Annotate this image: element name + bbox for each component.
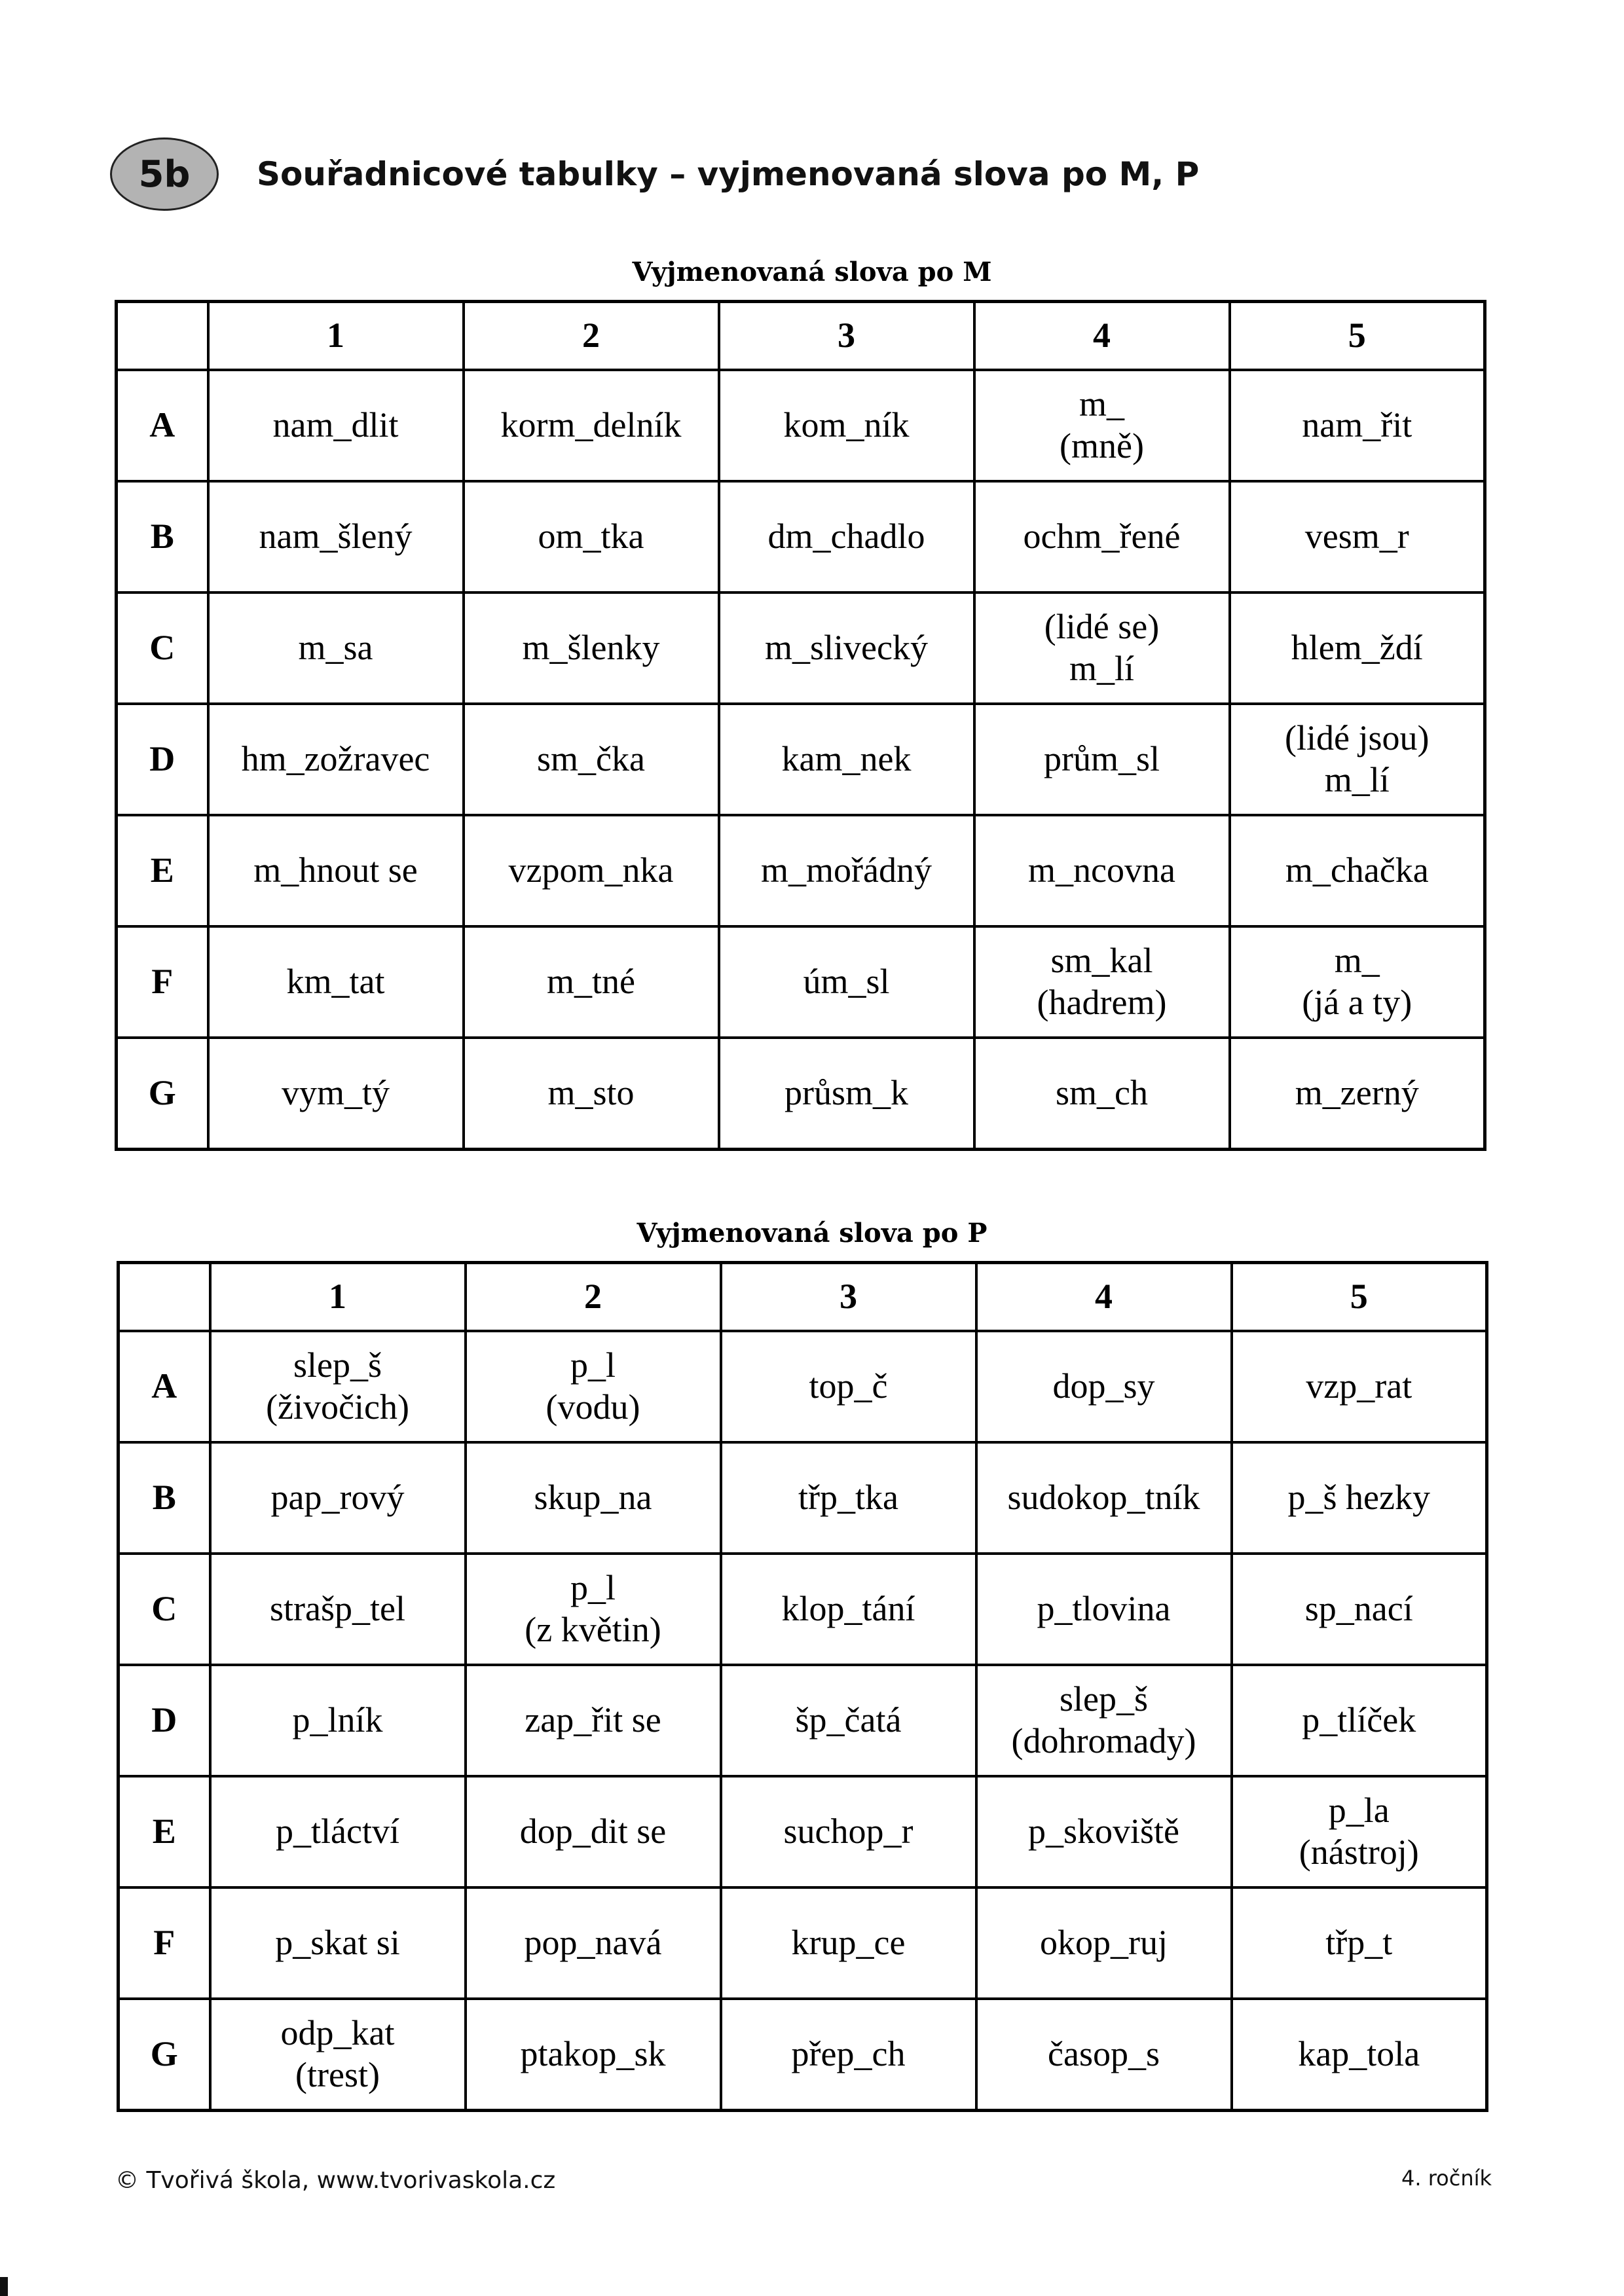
table-m-word-cell: m_sa bbox=[208, 592, 464, 704]
table-p-column-header: 4 bbox=[976, 1263, 1232, 1332]
table-m-column-header: 4 bbox=[974, 302, 1230, 371]
table-p-column-header: 3 bbox=[721, 1263, 976, 1332]
table-p-row bbox=[119, 1442, 1487, 1554]
table-m-word-cell: vym_tý bbox=[208, 1038, 464, 1150]
table-m-row-label: F bbox=[117, 926, 208, 1038]
table-p-word-cell: časop_s bbox=[976, 1999, 1232, 2111]
table-m-row-label: C bbox=[117, 592, 208, 704]
table-m-row bbox=[117, 1038, 1485, 1150]
table-p-word-cell: sp_nací bbox=[1232, 1554, 1487, 1665]
table-m-caption: Vyjmenovaná slova po M bbox=[632, 257, 992, 287]
table-m-word-cell: úm_sl bbox=[719, 926, 974, 1038]
table-p-word-cell: p_tláctví bbox=[210, 1776, 466, 1887]
table-p-word-cell: p_skat si bbox=[210, 1887, 466, 1999]
table-p-word-cell: slep_š (živočich) bbox=[210, 1331, 466, 1442]
table-p-word-cell: p_l (z květin) bbox=[466, 1554, 721, 1665]
table-p-caption: Vyjmenovaná slova po P bbox=[637, 1218, 987, 1248]
table-m-word-cell: sm_kal (hadrem) bbox=[974, 926, 1230, 1038]
table-p-word-cell: přep_ch bbox=[721, 1999, 976, 2111]
worksheet-badge: 5b bbox=[110, 137, 219, 211]
table-p bbox=[117, 1261, 1488, 2112]
table-m-row-label: G bbox=[117, 1038, 208, 1150]
table-p-word-cell: strašp_tel bbox=[210, 1554, 466, 1665]
table-p-word-cell: p_lník bbox=[210, 1665, 466, 1776]
table-m-word-cell: m_zerný bbox=[1230, 1038, 1485, 1150]
table-m-word-cell: sm_čka bbox=[464, 704, 719, 815]
table-m-word-cell: m_šlenky bbox=[464, 592, 719, 704]
table-m-word-cell: km_tat bbox=[208, 926, 464, 1038]
table-p-row-label: E bbox=[119, 1776, 210, 1887]
table-p-corner-cell bbox=[119, 1263, 210, 1332]
table-p-word-cell: suchop_r bbox=[721, 1776, 976, 1887]
table-p-word-cell: odp_kat (trest) bbox=[210, 1999, 466, 2111]
table-m-word-cell: (lidé se) m_lí bbox=[974, 592, 1230, 704]
table-p-word-cell: top_č bbox=[721, 1331, 976, 1442]
footer-grade: 4. ročník bbox=[1401, 2166, 1492, 2191]
table-p-header-row bbox=[119, 1263, 1487, 1332]
table-p-word-cell: sudokop_tník bbox=[976, 1442, 1232, 1554]
table-m-word-cell: m_ (mně) bbox=[974, 370, 1230, 481]
table-m-word-cell: průsm_k bbox=[719, 1038, 974, 1150]
table-m-word-cell: m_sto bbox=[464, 1038, 719, 1150]
table-m-column-header: 1 bbox=[208, 302, 464, 371]
footer-copyright: © Tvořivá škola, www.tvorivaskola.cz bbox=[115, 2167, 556, 2194]
table-m-word-cell: m_chačka bbox=[1230, 815, 1485, 926]
table-p-word-cell: skup_na bbox=[466, 1442, 721, 1554]
table-m-word-cell: m_slivecký bbox=[719, 592, 974, 704]
table-p-row-label: C bbox=[119, 1554, 210, 1665]
table-p-word-cell: pap_rový bbox=[210, 1442, 466, 1554]
table-m-word-cell: nam_řit bbox=[1230, 370, 1485, 481]
page-header bbox=[110, 128, 1199, 220]
table-m-row bbox=[117, 926, 1485, 1038]
table-m-column-header: 3 bbox=[719, 302, 974, 371]
table-m-word-cell: vesm_r bbox=[1230, 481, 1485, 592]
table-p-row bbox=[119, 1776, 1487, 1887]
table-m-header-row bbox=[117, 302, 1485, 371]
table-p-word-cell: p_l (vodu) bbox=[466, 1331, 721, 1442]
table-m-word-cell: kam_nek bbox=[719, 704, 974, 815]
table-m bbox=[115, 300, 1486, 1151]
scan-edge-mark bbox=[0, 2277, 8, 2296]
table-m-row bbox=[117, 704, 1485, 815]
table-m-row-label: A bbox=[117, 370, 208, 481]
table-p-word-cell: třp_tka bbox=[721, 1442, 976, 1554]
table-p-word-cell: slep_š (dohromady) bbox=[976, 1665, 1232, 1776]
table-m-word-cell: sm_ch bbox=[974, 1038, 1230, 1150]
table-p-word-cell: vzp_rat bbox=[1232, 1331, 1487, 1442]
table-m-word-cell: m_hnout se bbox=[208, 815, 464, 926]
table-p-word-cell: p_la (nástroj) bbox=[1232, 1776, 1487, 1887]
table-m-row bbox=[117, 370, 1485, 481]
table-p-word-cell: ptakop_sk bbox=[466, 1999, 721, 2111]
table-m-row bbox=[117, 592, 1485, 704]
table-p-row-label: G bbox=[119, 1999, 210, 2111]
table-p-word-cell: šp_čatá bbox=[721, 1665, 976, 1776]
table-p-word-cell: zap_řit se bbox=[466, 1665, 721, 1776]
table-m-row-label: E bbox=[117, 815, 208, 926]
table-m-corner-cell bbox=[117, 302, 208, 371]
table-m-word-cell: hm_zožravec bbox=[208, 704, 464, 815]
table-m-word-cell: vzpom_nka bbox=[464, 815, 719, 926]
table-p-word-cell: p_š hezky bbox=[1232, 1442, 1487, 1554]
table-m-row-label: B bbox=[117, 481, 208, 592]
table-p-word-cell: okop_ruj bbox=[976, 1887, 1232, 1999]
table-p-word-cell: p_skoviště bbox=[976, 1776, 1232, 1887]
table-m-word-cell: (lidé jsou) m_lí bbox=[1230, 704, 1485, 815]
table-m-word-cell: m_ (já a ty) bbox=[1230, 926, 1485, 1038]
table-m-word-cell: m_ncovna bbox=[974, 815, 1230, 926]
table-p-word-cell: p_tlovina bbox=[976, 1554, 1232, 1665]
table-m-word-cell: m_mořádný bbox=[719, 815, 974, 926]
table-m-column-header: 5 bbox=[1230, 302, 1485, 371]
table-p-row-label: D bbox=[119, 1665, 210, 1776]
table-p-word-cell: dop_sy bbox=[976, 1331, 1232, 1442]
table-p-row bbox=[119, 1887, 1487, 1999]
table-p-row-label: A bbox=[119, 1331, 210, 1442]
table-m-word-cell: hlem_ždí bbox=[1230, 592, 1485, 704]
table-m-word-cell: prům_sl bbox=[974, 704, 1230, 815]
table-p-row bbox=[119, 1331, 1487, 1442]
table-p-word-cell: kap_tola bbox=[1232, 1999, 1487, 2111]
table-p-word-cell: třp_t bbox=[1232, 1887, 1487, 1999]
table-m-word-cell: dm_chadlo bbox=[719, 481, 974, 592]
table-p-word-cell: pop_navá bbox=[466, 1887, 721, 1999]
table-p-word-cell: klop_tání bbox=[721, 1554, 976, 1665]
table-p-word-cell: p_tlíček bbox=[1232, 1665, 1487, 1776]
table-p-row-label: F bbox=[119, 1887, 210, 1999]
table-p-column-header: 5 bbox=[1232, 1263, 1487, 1332]
table-m-row bbox=[117, 481, 1485, 592]
table-p-row-label: B bbox=[119, 1442, 210, 1554]
table-p-word-cell: dop_dit se bbox=[466, 1776, 721, 1887]
table-p-word-cell: krup_ce bbox=[721, 1887, 976, 1999]
table-p-row bbox=[119, 1665, 1487, 1776]
table-m-row bbox=[117, 815, 1485, 926]
table-m-word-cell: nam_dlit bbox=[208, 370, 464, 481]
table-m-word-cell: m_tné bbox=[464, 926, 719, 1038]
table-m-word-cell: ochm_řené bbox=[974, 481, 1230, 592]
page-title: Souřadnicové tabulky – vyjmenovaná slova po M, P bbox=[257, 155, 1200, 193]
table-m-word-cell: kom_ník bbox=[719, 370, 974, 481]
table-m-word-cell: nam_šlený bbox=[208, 481, 464, 592]
table-m-column-header: 2 bbox=[464, 302, 719, 371]
table-m-row-label: D bbox=[117, 704, 208, 815]
table-p-column-header: 2 bbox=[466, 1263, 721, 1332]
table-m-word-cell: om_tka bbox=[464, 481, 719, 592]
table-p-row bbox=[119, 1554, 1487, 1665]
table-p-row bbox=[119, 1999, 1487, 2111]
table-m-word-cell: korm_delník bbox=[464, 370, 719, 481]
table-p-column-header: 1 bbox=[210, 1263, 466, 1332]
